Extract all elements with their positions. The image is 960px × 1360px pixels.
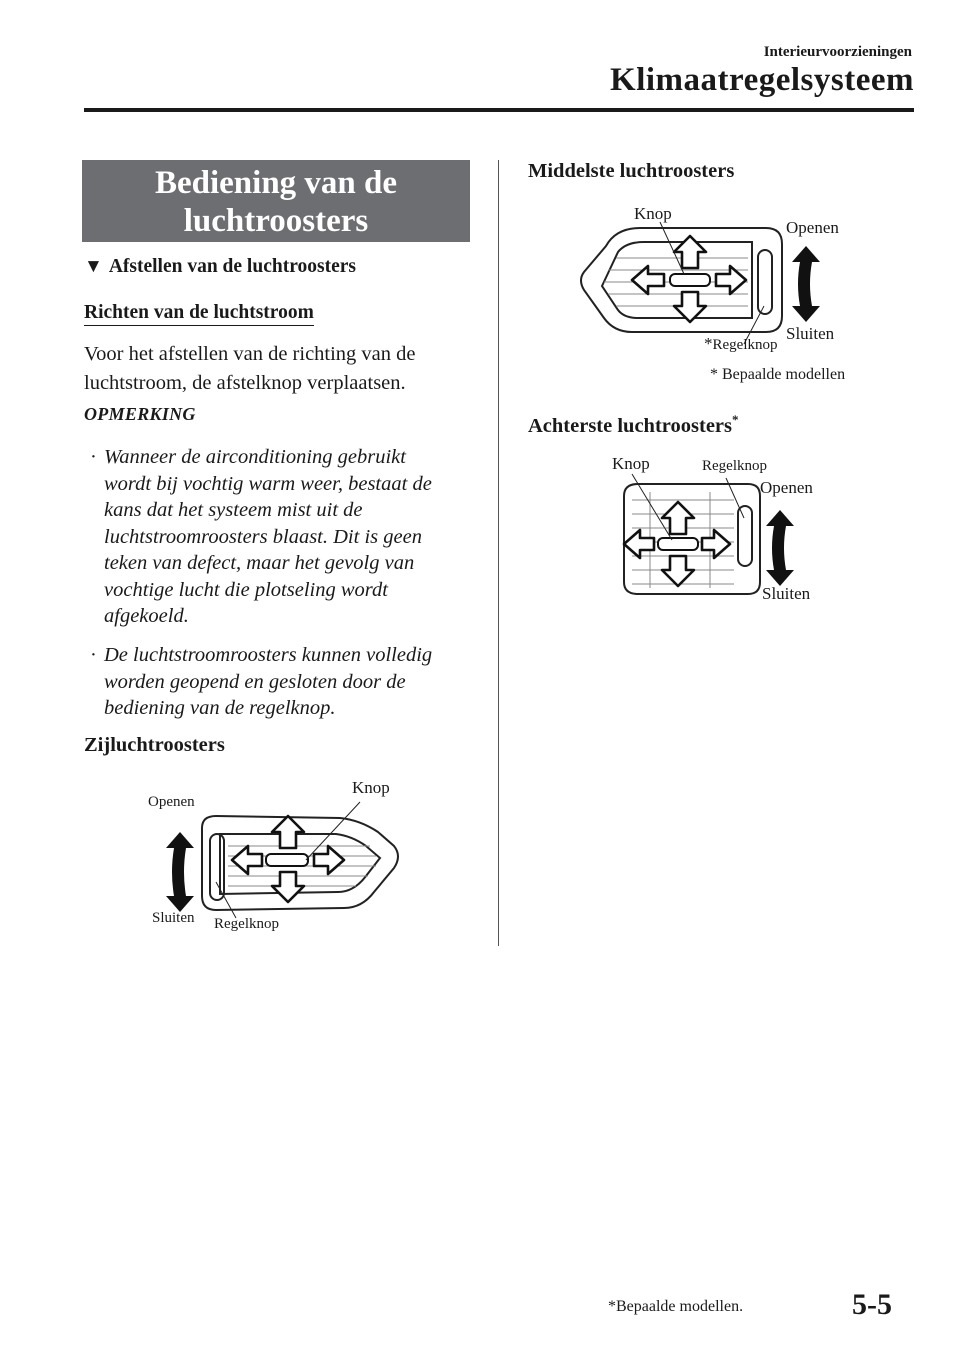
bullet-1-line: wordt bij vochtig warm weer, bestaat de — [104, 472, 432, 495]
center-close-label: Sluiten — [786, 324, 835, 343]
header-chapter-title: Klimaatregelsysteem — [610, 62, 914, 98]
body-line-1: Voor het afstellen van de richting van de — [84, 343, 416, 365]
footer-note: *Bepaalde modellen. — [608, 1298, 744, 1315]
arrow-left-icon — [232, 846, 262, 874]
center-vents-title: Middelste luchtroosters — [528, 160, 735, 182]
open-close-arrow-icon — [766, 510, 794, 586]
arrow-up-icon — [662, 502, 694, 534]
section-heading — [84, 256, 356, 278]
vent-knob — [670, 274, 710, 286]
control-wheel — [738, 506, 752, 566]
rear-knob-label: Knop — [612, 454, 650, 473]
side-knob-label: Knop — [352, 778, 390, 797]
center-models-note: * Bepaalde modellen — [710, 366, 846, 383]
open-close-arrow-icon — [166, 832, 194, 912]
section-banner — [82, 160, 470, 242]
asterisk-mark: * — [704, 334, 713, 353]
center-knob-label: Knop — [634, 204, 672, 223]
center-control-callout — [704, 334, 778, 354]
bullet-dot-icon: · — [90, 644, 97, 666]
banner-line-2: luchtroosters — [183, 203, 369, 239]
rear-vents-title — [528, 412, 739, 438]
arrow-up-icon — [272, 816, 304, 848]
note-bullet-2 — [90, 642, 474, 722]
rear-close-label: Sluiten — [762, 584, 811, 603]
arrow-down-icon — [662, 556, 694, 586]
column-divider — [498, 160, 499, 946]
header-rule — [84, 108, 914, 112]
bullet-1-line: teken van defect, maar het gevolg van — [104, 552, 415, 574]
open-close-arrow-icon — [792, 246, 820, 322]
subheading: Richten van de luchtstroom — [84, 302, 314, 326]
side-close-label: Sluiten — [152, 910, 195, 926]
bullet-2-line: De luchtstroomroosters kunnen volledig — [104, 644, 433, 666]
side-vents-title: Zijluchtroosters — [84, 734, 225, 756]
bullet-dot-icon: · — [90, 446, 97, 468]
asterisk-mark: * — [732, 412, 739, 427]
control-wheel — [210, 834, 224, 900]
vent-knob — [266, 854, 308, 866]
side-control-label: Regelknop — [214, 916, 279, 932]
triangle-down-icon: ▼ — [84, 256, 103, 277]
header-section-title: Interieurvoorzieningen — [763, 44, 912, 60]
vent-knob — [658, 538, 698, 550]
center-open-label: Openen — [786, 218, 839, 237]
rear-vents-title-text: Achterste luchtroosters — [528, 414, 732, 437]
bullet-2-line: bediening van de regelknop. — [104, 697, 336, 719]
rear-open-label: Openen — [760, 478, 813, 497]
arrow-right-icon — [702, 530, 730, 558]
bullet-2-line: worden geopend en gesloten door de — [104, 670, 406, 693]
bullet-1-line: kans dat het systeem mist uit de — [104, 499, 363, 521]
control-wheel — [758, 250, 772, 314]
bullet-1-line: afgekoeld. — [104, 605, 189, 627]
side-open-label: Openen — [148, 794, 195, 810]
arrow-right-icon — [314, 846, 344, 874]
rear-control-label: Regelknop — [702, 458, 767, 474]
bullet-1-line: vochtige lucht die plotseling wordt — [104, 578, 388, 601]
body-paragraph — [84, 340, 474, 398]
bullet-1-line: luchtstroomroosters blaast. Dit is geen — [104, 525, 422, 548]
center-control-label: Regelknop — [712, 337, 778, 353]
note-label: OPMERKING — [84, 404, 196, 424]
section-heading-text: Afstellen van de luchtroosters — [108, 256, 356, 277]
body-line-2: luchtstroom, de afstelknop verplaatsen. — [84, 372, 406, 394]
page-number: 5-5 — [852, 1288, 892, 1321]
banner-line-1: Bediening van de — [154, 165, 398, 201]
note-bullet-1 — [90, 444, 474, 630]
bullet-1-line: Wanneer de airconditioning gebruikt — [104, 446, 406, 468]
